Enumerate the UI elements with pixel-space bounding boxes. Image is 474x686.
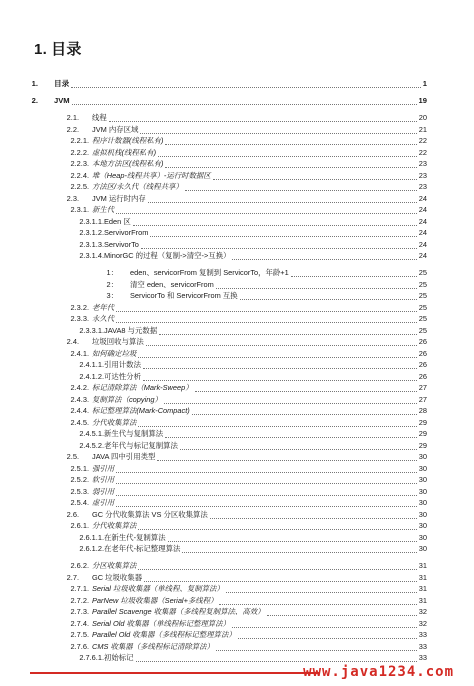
- toc-entry-title: eden、servicorFrom 复制到 ServicorTo，年龄+1: [130, 268, 289, 277]
- toc-entry-page: 25: [418, 302, 427, 312]
- toc-entry-page: 31: [418, 572, 427, 582]
- toc-entry-number: 2.4.1.1.: [79, 360, 104, 369]
- toc-leader-dots: [138, 351, 416, 358]
- toc-entry-number: 2.6.: [66, 509, 79, 519]
- toc-entry-title: 标记整理算法(Mark-Compact): [92, 406, 190, 415]
- toc-leader-dots: [238, 632, 417, 639]
- toc-entry-page: 32: [418, 618, 427, 628]
- toc-entry-title: Parallel Scavenge 收集器（多线程复制算法、高效）: [92, 607, 265, 616]
- page-title: [34, 38, 82, 59]
- toc-entry-title: Eden 区: [104, 216, 131, 226]
- toc-entry-page: 31: [418, 561, 427, 570]
- toc-entry-page: 33: [418, 641, 427, 651]
- toc-entry-number: 3：: [106, 291, 118, 300]
- toc-entry-page: 29: [418, 429, 427, 438]
- toc-entry[interactable]: [0, 267, 474, 278]
- toc-leader-dots: [138, 523, 416, 530]
- toc-entry-page: 31: [418, 584, 427, 593]
- toc-entry[interactable]: [0, 302, 474, 313]
- toc-leader-dots: [157, 454, 416, 461]
- toc-entry[interactable]: [0, 250, 474, 261]
- toc-entry[interactable]: [0, 532, 474, 543]
- toc-entry-title: 方法区/永久代（线程共享）: [92, 182, 183, 191]
- toc-leader-dots: [210, 512, 417, 519]
- toc-entry-title: 软引用: [92, 475, 115, 484]
- toc-leader-dots: [140, 127, 416, 134]
- toc-entry-page: 30: [418, 452, 427, 461]
- toc-leader-dots: [216, 644, 417, 651]
- toc-entry-title: 在老年代-标记整理算法: [104, 544, 181, 553]
- toc-entry[interactable]: [0, 497, 474, 508]
- toc-entry-title: 复制算法（copying）: [92, 394, 162, 404]
- toc-entry-title: 弱引用: [92, 486, 115, 496]
- toc-entry-title: 强引用: [92, 463, 115, 473]
- toc-entry[interactable]: [0, 474, 474, 485]
- toc-entry-title: 可达性分析: [104, 371, 141, 381]
- toc-entry-number: 2.4.5.2.: [79, 440, 104, 450]
- toc-entry-number: 2.3.3.: [70, 314, 89, 323]
- toc-entry-page: 20: [418, 113, 427, 122]
- toc-entry[interactable]: [0, 641, 474, 652]
- toc-entry[interactable]: [0, 112, 474, 123]
- toc-entry[interactable]: [0, 124, 474, 135]
- toc-leader-dots: [116, 489, 417, 496]
- toc-entry-page: 23: [418, 170, 427, 180]
- toc-entry[interactable]: [0, 451, 474, 462]
- toc-entry[interactable]: [0, 239, 474, 250]
- toc-entry[interactable]: [0, 227, 474, 238]
- toc-leader-dots: [165, 161, 416, 168]
- toc-entry-page: 25: [418, 279, 427, 289]
- toc-entry-page: 27: [418, 394, 427, 404]
- toc-entry[interactable]: [0, 95, 474, 106]
- toc-entry-title: ParNew 垃圾收集器（Serial+多线程）: [92, 595, 218, 605]
- toc-entry-page: 21: [418, 124, 427, 134]
- toc-entry-title: ServivorFrom: [104, 228, 149, 237]
- toc-leader-dots: [240, 293, 417, 300]
- toc-entry-number: 2.6.1.1.: [79, 532, 104, 542]
- toc-entry-page: 26: [418, 348, 427, 358]
- toc-entry-page: 33: [418, 630, 427, 639]
- toc-leader-dots: [165, 138, 416, 145]
- toc-entry-number: 2.3.1.4.: [79, 251, 104, 260]
- toc-leader-dots: [143, 374, 417, 381]
- toc-entry-page: 19: [418, 96, 427, 105]
- toc-leader-dots: [164, 397, 417, 404]
- toc-leader-dots: [141, 242, 417, 249]
- toc-entry-number: 2.7.3.: [70, 607, 89, 616]
- toc-leader-dots: [136, 655, 417, 662]
- toc-entry-number: 2.2.4.: [70, 170, 89, 180]
- footer-rule: [30, 672, 320, 674]
- toc-entry-title: 分代收集算法: [92, 521, 137, 530]
- toc-entry-number: 2.4.5.1.: [79, 429, 104, 438]
- toc-entry[interactable]: [0, 629, 474, 640]
- toc-entry-number: 2.7.2.: [70, 595, 89, 605]
- toc-entry[interactable]: [0, 336, 474, 347]
- toc-entry-number: 1.: [31, 79, 38, 88]
- toc-leader-dots: [116, 477, 417, 484]
- toc-entry-number: 2.4.3.: [70, 394, 89, 404]
- toc-entry-page: 30: [418, 532, 427, 542]
- toc-entry[interactable]: [0, 135, 474, 146]
- toc-leader-dots: [182, 546, 416, 553]
- toc-entry-title: 分代收集算法: [92, 417, 137, 427]
- toc-leader-dots: [185, 184, 417, 191]
- toc-entry[interactable]: [0, 279, 474, 290]
- toc-entry-number: 2.5.2.: [70, 475, 89, 484]
- toc-entry[interactable]: [0, 463, 474, 474]
- toc-entry-page: 29: [418, 440, 427, 450]
- toc-entry-number: 2.5.4.: [70, 498, 89, 507]
- toc-entry-title: GC 分代收集算法 VS 分区收集算法: [92, 509, 208, 519]
- toc-leader-dots: [216, 282, 417, 289]
- toc-leader-dots: [213, 173, 417, 180]
- toc-entry-number: 2.4.2.: [70, 383, 89, 392]
- footer: [0, 662, 474, 686]
- toc-entry-page: 32: [418, 607, 427, 616]
- toc-entry[interactable]: [0, 520, 474, 531]
- toc-entry-number: 2.3.1.: [70, 205, 89, 214]
- toc-entry-number: 2.6.2.: [70, 561, 89, 570]
- toc-entry-number: 2.6.1.2.: [79, 544, 104, 553]
- toc-entry[interactable]: [0, 325, 474, 336]
- toc-entry-number: 2.4.1.2.: [79, 371, 104, 381]
- toc-entry[interactable]: [0, 560, 474, 571]
- toc-entry[interactable]: [0, 348, 474, 359]
- toc-entry-title: 虚拟机栈(线程私有): [92, 147, 157, 157]
- toc-entry-page: 30: [418, 544, 427, 553]
- toc-leader-dots: [192, 408, 417, 415]
- toc-leader-dots: [116, 316, 417, 323]
- toc-leader-dots: [148, 196, 417, 203]
- toc-entry-page: 30: [418, 498, 427, 507]
- toc-entry[interactable]: [0, 359, 474, 370]
- toc-entry-title: Serial Old 收集器（单线程标记整理算法）: [92, 618, 230, 628]
- toc-leader-dots: [232, 621, 417, 628]
- toc-leader-dots: [116, 466, 417, 473]
- toc-entry-title: 目录: [54, 79, 70, 88]
- toc-entry-title: JVM: [54, 96, 70, 105]
- toc-leader-dots: [219, 598, 416, 605]
- toc-entry-page: 24: [418, 216, 427, 226]
- toc-entry-number: 2.4.1.: [70, 348, 89, 358]
- toc-entry-title: JVM 内存区域: [92, 124, 139, 134]
- toc-leader-dots: [168, 535, 417, 542]
- toc-entry-title: 新生代: [92, 205, 115, 214]
- toc-entry[interactable]: [0, 204, 474, 215]
- toc-entry-page: 29: [418, 417, 427, 427]
- toc-entry[interactable]: [0, 78, 474, 89]
- toc-leader-dots: [180, 443, 417, 450]
- toc-entry[interactable]: [0, 290, 474, 301]
- toc-entry-title: JAVA 四中引用类型: [92, 452, 156, 461]
- toc-entry-title: 程序计数器(线程私有): [92, 136, 164, 145]
- toc-entry[interactable]: [0, 181, 474, 192]
- toc-entry-number: 2.7.: [66, 572, 79, 582]
- toc-entry-page: 31: [418, 595, 427, 605]
- toc-entry-page: 22: [418, 147, 427, 157]
- toc-entry[interactable]: [0, 313, 474, 324]
- toc-entry-number: 2.7.6.1.: [79, 653, 104, 662]
- toc-leader-dots: [138, 420, 416, 427]
- toc-entry-title: 本地方法区(线程私有): [92, 159, 164, 168]
- toc-entry-title: 永久代: [92, 314, 115, 323]
- toc-entry[interactable]: [0, 509, 474, 520]
- toc-entry-number: 1：: [106, 268, 118, 277]
- toc-entry-page: 25: [418, 314, 427, 323]
- toc-entry-number: 2.2.1.: [70, 136, 89, 145]
- toc-entry-page: 24: [418, 239, 427, 249]
- toc-entry[interactable]: [0, 595, 474, 606]
- toc-entry-title: Parallel Old 收集器（多线程标记整理算法）: [92, 630, 236, 639]
- toc-entry[interactable]: [0, 606, 474, 617]
- toc-entry[interactable]: [0, 618, 474, 629]
- toc-entry-number: 2.3.1.3.: [79, 239, 104, 249]
- toc-entry-title: 老年代: [92, 302, 115, 312]
- toc-entry[interactable]: [0, 158, 474, 169]
- toc-entry-page: 26: [418, 371, 427, 381]
- toc-entry-number: 2.5.1.: [70, 463, 89, 473]
- toc-entry-title: 在新生代-复制算法: [104, 532, 166, 542]
- toc-entry-number: 2.4.4.: [70, 406, 89, 415]
- toc-entry-page: 24: [418, 228, 427, 237]
- toc-entry-number: 2.7.1.: [70, 584, 89, 593]
- toc-entry-page: 23: [418, 159, 427, 168]
- toc-entry-number: 2.2.5.: [70, 182, 89, 191]
- toc-entry-title: 如何确定垃圾: [92, 348, 137, 358]
- toc-entry[interactable]: [0, 147, 474, 158]
- toc-entry-page: 24: [418, 193, 427, 203]
- toc-entry-page: 30: [418, 521, 427, 530]
- toc-entry-number: 2.3.: [66, 193, 79, 203]
- toc-entry-title: 虚引用: [92, 498, 115, 507]
- toc-entry-title: 引用计数法: [104, 360, 141, 369]
- toc-leader-dots: [195, 385, 417, 392]
- toc-entry-page: 25: [418, 291, 427, 300]
- toc-entry-title: ServivorTo: [104, 239, 139, 249]
- toc-entry-page: 27: [418, 383, 427, 392]
- toc-entry-title: Serial 垃圾收集器（单线程、复制算法）: [92, 584, 224, 593]
- page-title-number: 1.: [34, 41, 48, 58]
- toc-entry[interactable]: [0, 193, 474, 204]
- toc-entry-page: 30: [418, 463, 427, 473]
- toc-entry-page: 26: [418, 360, 427, 369]
- toc-entry[interactable]: [0, 371, 474, 382]
- page-title-text: 目录: [51, 41, 82, 58]
- toc-entry-page: 26: [418, 337, 427, 346]
- toc-entry-number: 2.3.1.2.: [79, 228, 104, 237]
- toc-entry-page: 22: [418, 136, 427, 145]
- toc-entry-page: 33: [418, 653, 427, 662]
- toc-leader-dots: [267, 609, 417, 616]
- toc-entry[interactable]: [0, 382, 474, 393]
- toc-entry[interactable]: [0, 417, 474, 428]
- toc-entry-title: GC 垃圾收集器: [92, 572, 143, 582]
- toc-entry-title: 初始标记: [104, 653, 134, 662]
- toc-entry-title: 堆（Heap-线程共享）-运行时数据区: [92, 170, 211, 180]
- toc-entry[interactable]: [0, 543, 474, 554]
- toc-entry-number: 2.1.: [66, 113, 79, 122]
- toc-leader-dots: [144, 575, 417, 582]
- toc-leader-dots: [138, 563, 416, 570]
- toc-entry-title: 分区收集算法: [92, 561, 137, 570]
- toc-entry-title: 标记清除算法（Mark-Sweep）: [92, 383, 193, 392]
- toc-leader-dots: [291, 270, 417, 277]
- toc-entry[interactable]: [0, 405, 474, 416]
- toc-entry[interactable]: [0, 572, 474, 583]
- toc-leader-dots: [109, 115, 417, 122]
- toc-entry-page: 1: [422, 79, 427, 88]
- toc-entry-page: 25: [418, 325, 427, 335]
- toc-entry-number: 2.5.: [66, 452, 79, 461]
- toc-entry-number: 2.3.2.: [70, 302, 89, 312]
- toc-entry-title: 新生代与复制算法: [104, 429, 164, 438]
- toc-entry-page: 30: [418, 509, 427, 519]
- toc-entry-number: 2.3.3.1.: [79, 325, 104, 335]
- toc-entry-number: 2：: [106, 279, 118, 289]
- toc-entry[interactable]: [0, 486, 474, 497]
- toc-entry-number: 2.2.: [66, 124, 79, 134]
- toc-entry-number: 2.3.1.1.: [79, 216, 104, 226]
- toc-entry-title: MinorGC 的过程（复制->清空->互换）: [104, 251, 231, 260]
- toc-leader-dots: [116, 207, 417, 214]
- toc-entry[interactable]: [0, 440, 474, 451]
- toc-entry-number: 2.4.5.: [70, 417, 89, 427]
- toc-entry-title: ServicorTo 和 ServicorFrom 互换: [130, 291, 238, 300]
- toc-entry-page: 24: [418, 205, 427, 214]
- toc-leader-dots: [71, 81, 421, 88]
- toc-entry-number: 2.7.4.: [70, 618, 89, 628]
- toc-leader-dots: [158, 150, 417, 157]
- toc-entry-page: 23: [418, 182, 427, 191]
- toc-entry-number: 2.2.3.: [70, 159, 89, 168]
- toc-leader-dots: [159, 328, 417, 335]
- toc-leader-dots: [226, 586, 417, 593]
- toc-entry[interactable]: [0, 428, 474, 439]
- toc-entry[interactable]: [0, 216, 474, 227]
- toc-leader-dots: [143, 362, 417, 369]
- toc-entry-number: 2.5.3.: [70, 486, 89, 496]
- toc-entry-number: 2.4.: [66, 337, 79, 346]
- toc-leader-dots: [150, 230, 416, 237]
- toc-entry[interactable]: [0, 394, 474, 405]
- toc-leader-dots: [133, 219, 417, 226]
- toc-entry-number: 2.6.1.: [70, 521, 89, 530]
- toc-entry[interactable]: [0, 170, 474, 181]
- toc-entry[interactable]: [0, 583, 474, 594]
- toc-entry-page: 25: [418, 268, 427, 277]
- toc-entry-number: 2.7.5.: [70, 630, 89, 639]
- watermark-brand: www.java1234.com: [303, 664, 454, 680]
- toc-leader-dots: [165, 431, 417, 438]
- toc-leader-dots: [116, 305, 417, 312]
- toc-entry-number: 2.: [31, 96, 38, 105]
- toc-leader-dots: [116, 500, 417, 507]
- toc-entry-page: 30: [418, 486, 427, 496]
- toc-entry-page: 30: [418, 475, 427, 484]
- toc-entry-title: 清空 eden、servicorFrom: [130, 279, 214, 289]
- toc-entry-title: 线程: [92, 113, 107, 122]
- toc-entry-title: JVM 运行时内存: [92, 193, 146, 203]
- toc-entry-title: CMS 收集器（多线程标记清除算法）: [92, 641, 214, 651]
- toc-entry-number: 2.7.6.: [70, 641, 89, 651]
- toc-entry-title: 老年代与标记复制算法: [104, 440, 178, 450]
- toc-leader-dots: [72, 98, 417, 105]
- toc-leader-dots: [146, 339, 417, 346]
- toc-entry-title: JAVA8 与元数据: [104, 325, 158, 335]
- toc-entry-page: 24: [418, 251, 427, 260]
- toc-entry-number: 2.2.2.: [70, 147, 89, 157]
- toc-entry-title: 垃圾回收与算法: [92, 337, 144, 346]
- toc-leader-dots: [232, 253, 416, 260]
- toc-entry-page: 28: [418, 406, 427, 415]
